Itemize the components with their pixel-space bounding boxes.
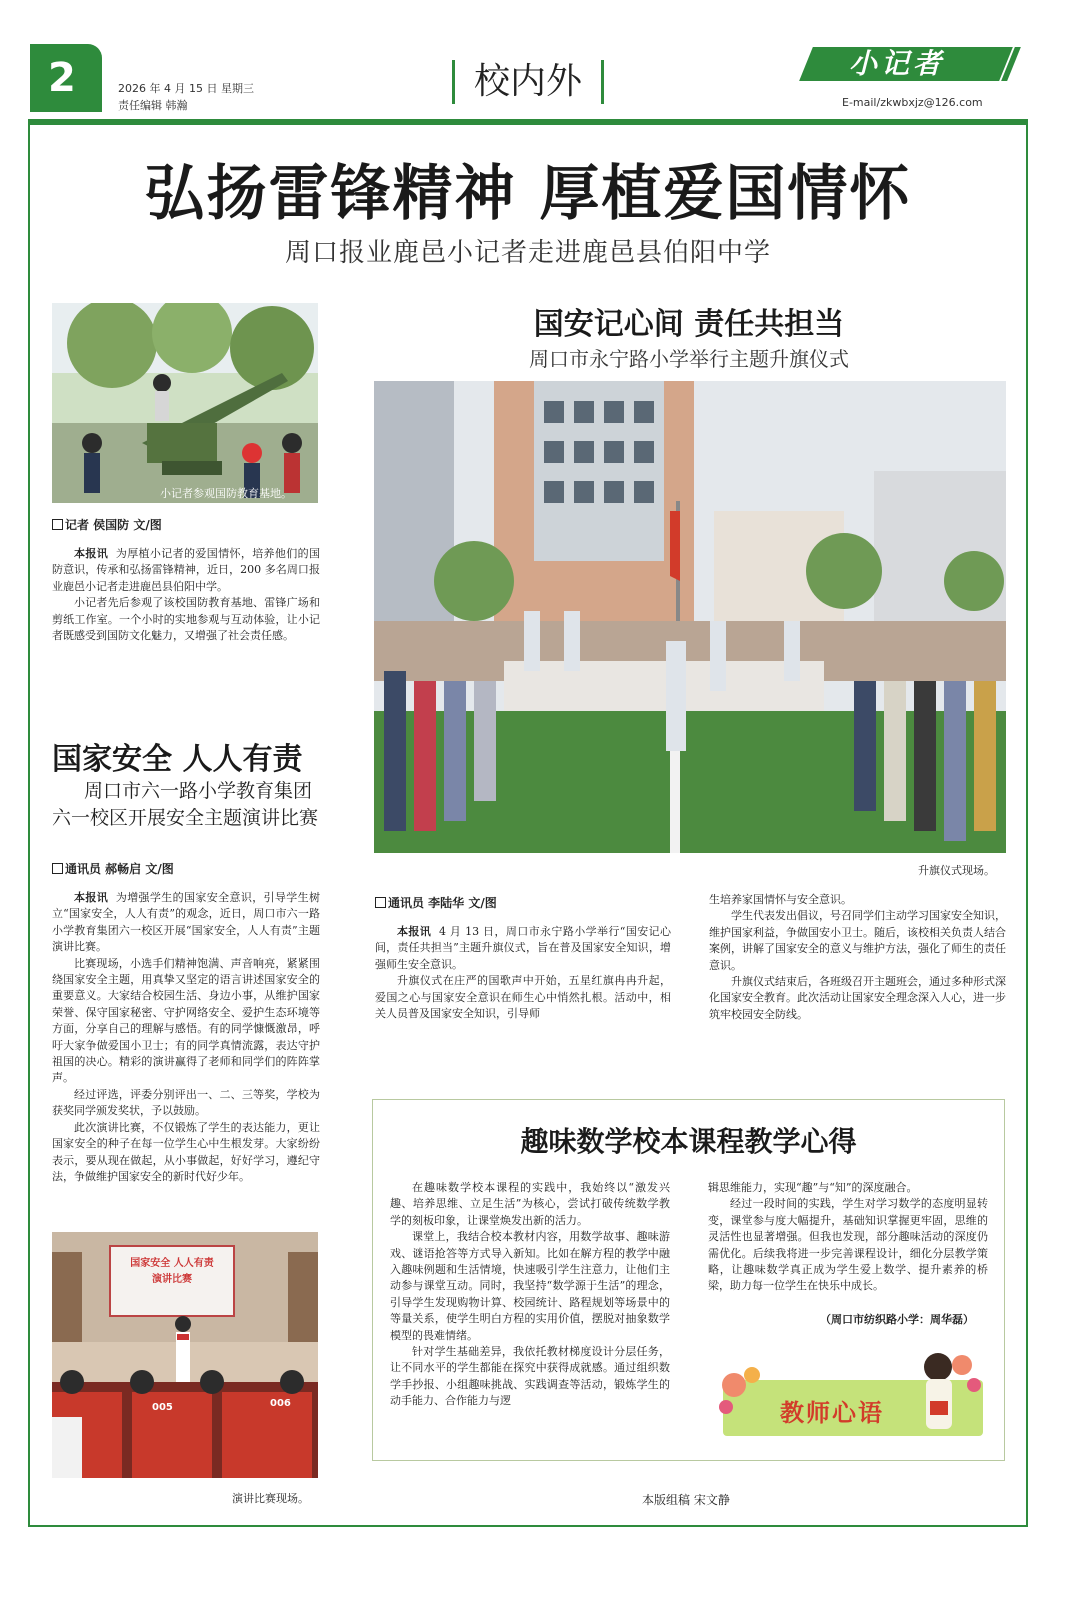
math-headline: 趣味数学校本课程教学心得 bbox=[520, 1125, 857, 1158]
flag-ceremony-photo bbox=[374, 381, 1006, 853]
flag-article-col1 bbox=[375, 924, 671, 1022]
byline-box-icon bbox=[52, 519, 63, 530]
speech-photo-caption: 演讲比赛现场。 bbox=[232, 1492, 309, 1505]
photo-overlay-caption: 小记者参观国防教育基地。 bbox=[160, 487, 292, 500]
math-article-col1 bbox=[390, 1180, 670, 1410]
brand-logo-text: 小记者 bbox=[848, 47, 945, 80]
paragraph-text: 为厚植小记者的爱国情怀，培养他们的国防意识，传承和弘扬雷锋精神，近日，200 多名周口报业鹿邑小记者走进鹿邑县伯阳中学。 bbox=[52, 547, 321, 593]
section-title: 校内外 bbox=[452, 60, 604, 104]
flag-article-col2 bbox=[709, 892, 1006, 1023]
flag-byline bbox=[375, 894, 497, 911]
paragraph bbox=[52, 546, 320, 595]
main-subheadline: 周口报业鹿邑小记者走进鹿邑县伯阳中学 bbox=[284, 238, 771, 268]
security-headline: 国家安全 人人有责 bbox=[52, 742, 303, 777]
flag-subheadline: 周口市永宁路小学举行主题升旗仪式 bbox=[529, 347, 849, 371]
speech-contest-photo bbox=[52, 1232, 318, 1478]
paragraph: 针对学生基础差异，我依托教材梯度设计分层任务，让不同水平的学生都能在探究中获得成就感。通过组织数学手抄报、小组趣味挑战、实践调查等活动，锻炼学生的动手能力、合作能力与逻 bbox=[390, 1345, 670, 1408]
defense-photo-illustration bbox=[52, 303, 318, 503]
paragraph: 经过评选，评委分别评出一、二、三等奖，学校为获奖同学颁发奖状，予以鼓励。 bbox=[52, 1087, 320, 1118]
contact-email[interactable]: E-mail/zkwbxjz@126.com bbox=[842, 96, 983, 109]
byline-box-icon bbox=[52, 863, 63, 874]
responsible-editor: 责任编辑 韩瀚 bbox=[118, 99, 188, 112]
flag-photo-caption: 升旗仪式现场。 bbox=[918, 864, 995, 877]
lead-tag: 本报讯 bbox=[74, 547, 109, 560]
seat-number-label: 006 bbox=[270, 1398, 291, 1409]
paragraph: 课堂上，我结合校本教材内容，用数学故事、趣味游戏、谜语抢答等方式导入新知。比如在解方程的教学中融入趣味例题和生活情境，快速吸引学生注意力，让他们主动参与课堂互动。同时，我坚持“数学源于生活”的理念，引导学生发现购物计算、校园统计、路程规划等场景中的等量关系，使学生明白方程的实用价值，摆脱对抽象数学模型的畏难情绪。 bbox=[390, 1230, 670, 1342]
teacher-words-label: 教师心语 bbox=[780, 1399, 884, 1427]
math-signature: （周口市纺织路小学：周华磊） bbox=[820, 1313, 974, 1326]
paragraph: 辑思维能力，实现“趣”与“知”的深度融合。 bbox=[708, 1181, 918, 1194]
screen-banner-subtext: 演讲比赛 bbox=[152, 1274, 192, 1285]
security-byline bbox=[52, 860, 174, 877]
paragraph: 小记者先后参观了该校国防教育基地、雷锋广场和剪纸工作室。一个小时的实地参观与互动体验，让小记者既感受到国防文化魅力，又增强了社会责任感。 bbox=[52, 596, 320, 643]
main-headline: 弘扬雷锋精神 厚植爱国情怀 bbox=[144, 159, 912, 229]
paragraph: 升旗仪式在庄严的国歌声中开始，五星红旗冉冉升起，爱国之心与国家安全意识在师生心中悄然扎根。活动中，相关人员普及国家安全知识，引导师 bbox=[375, 974, 671, 1021]
paragraph-text: 为增强学生的国家安全意识，引导学生树立“国家安全，人人有责”的观念，近日，周口市六一路小学教育集团六一校区开展“国家安全，人人有责”主题演讲比赛。 bbox=[52, 891, 321, 954]
paragraph bbox=[52, 890, 320, 956]
byline-box-icon bbox=[375, 897, 386, 908]
paragraph: 升旗仪式结束后，各班级召开主题班会，通过多种形式深化国家安全教育。此次活动让国家安全理念深入人心，进一步筑牢校园安全防线。 bbox=[709, 975, 1006, 1021]
page-number-badge: 2 bbox=[30, 44, 102, 112]
paragraph-text: 4 月 13 日，周口市永宁路小学举行“国安记心间，责任共担当”主题升旗仪式，旨在普及国家安全知识，增强师生安全意识。 bbox=[375, 925, 672, 971]
lead-tag: 本报讯 bbox=[397, 925, 432, 938]
layout-credit: 本版组稿 宋文静 bbox=[642, 1493, 730, 1507]
math-article-col2 bbox=[708, 1180, 988, 1295]
screen-banner-text: 国家安全 人人有责 bbox=[130, 1258, 214, 1269]
issue-date: 2026 年 4 月 15 日 星期三 bbox=[118, 82, 254, 95]
paragraph: 此次演讲比赛，不仅锻炼了学生的表达能力，更让国家安全的种子在每一位学生心中生根发芽。大家纷纷表示，要从现在做起，从小事做起，好好学习，遵纪守法，争做维护国家安全的新时代好少年。 bbox=[52, 1120, 320, 1183]
flag-photo-illustration bbox=[374, 381, 1006, 853]
seat-number-label: 005 bbox=[152, 1402, 173, 1413]
paragraph: 在趣味数学校本课程的实践中，我始终以“激发兴趣、培养思维、立足生活”为核心，尝试打破传统数学教学的刻板印象，让课堂焕发出新的活力。 bbox=[390, 1181, 670, 1227]
paragraph: 比赛现场，小选手们精神饱满、声音响亮，紧紧围绕国家安全主题，用真挚又坚定的语言讲述国家安全的重要意义。大家结合校园生活、身边小事，从维护国家荣誉、保守国家秘密、守护网络安全、爱护生态环境等方面，分享自己的理解与感悟。有的同学慷慨激昂，呼吁大家争做爱国小卫士；有的同学真情流露，表达守护祖国的决心。精彩的演讲赢得了老师和同学们的阵阵掌声。 bbox=[52, 956, 320, 1085]
byline-text: 通讯员 郝畅启 文/图 bbox=[65, 862, 174, 876]
byline-text: 记者 侯国防 文/图 bbox=[65, 518, 162, 532]
flag-headline: 国安记心间 责任共担当 bbox=[533, 307, 845, 342]
defense-base-photo bbox=[52, 303, 318, 503]
paragraph: 生培养家国情怀与安全意识。 bbox=[709, 893, 852, 906]
defense-byline bbox=[52, 516, 162, 533]
byline-text: 通讯员 李陆华 文/图 bbox=[388, 896, 497, 910]
security-article-body bbox=[52, 890, 320, 1185]
paragraph bbox=[375, 924, 671, 973]
security-subheadline: 周口市六一路小学教育集团六一校区开展安全主题演讲比赛 bbox=[52, 780, 319, 829]
paragraph: 经过一段时间的实践，学生对学习数学的态度明显转变，课堂参与度大幅提升，基础知识掌握更牢固，思维的灵活性也显著增强。但我也发现，部分趣味活动的深度仍需优化。后续我将进一步完善课程设计，细化分层教学策略，让趣味数学真正成为学生爱上数学、提升素养的桥梁，助力每一位学生在快乐中成长。 bbox=[708, 1197, 988, 1293]
lead-tag: 本报讯 bbox=[74, 891, 109, 904]
defense-article-body bbox=[52, 546, 320, 644]
paragraph: 学生代表发出倡议，号召同学们主动学习国家安全知识，维护国家利益，争做国安小卫士。随后，该校相关负责人结合案例，讲解了国家安全的意义与维护方法，强化了师生的责任意识。 bbox=[709, 909, 1006, 972]
